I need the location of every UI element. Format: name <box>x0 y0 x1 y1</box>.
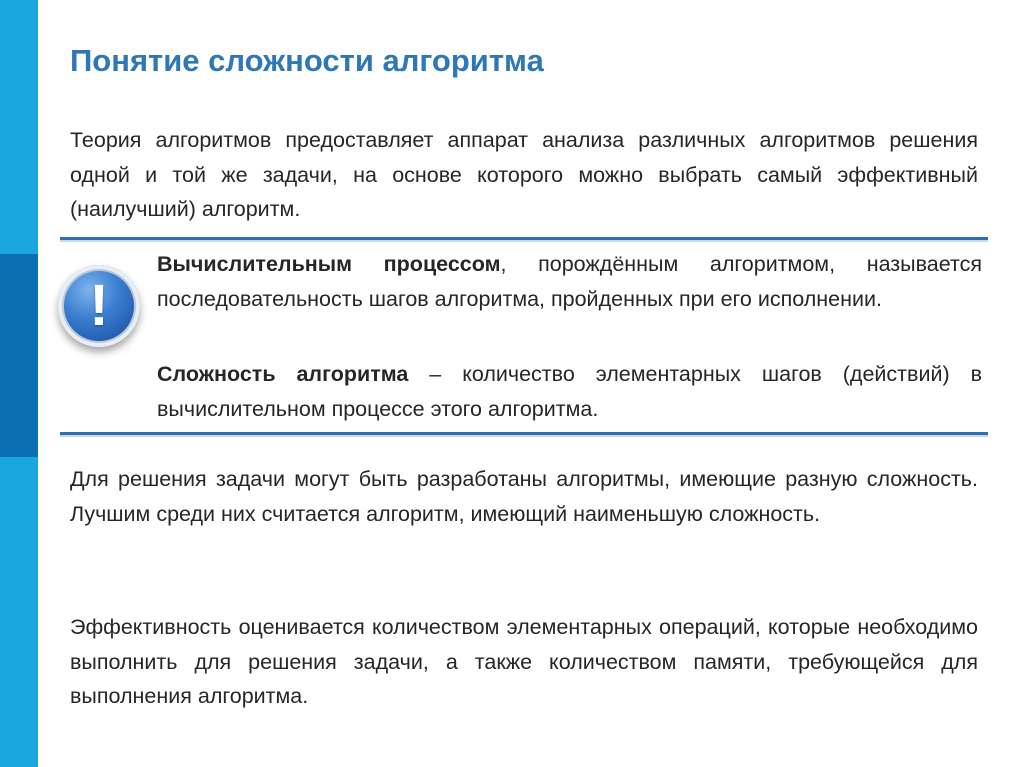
exclamation-glyph: ! <box>89 273 109 338</box>
term-algorithm-complexity: Сложность алгоритма <box>157 362 409 386</box>
exclamation-icon <box>58 265 140 347</box>
definition-text-algorithm-complexity: – количество элементарных шагов (действий) в вычислительном процессе этого алгоритма. <box>157 362 982 421</box>
definition-bottom-divider <box>60 432 988 435</box>
definition-computational-process <box>157 247 982 316</box>
left-bar-accent <box>0 254 38 457</box>
intro-paragraph: Теория алгоритмов предоставляет аппарат анализа различных алгоритмов решения одной и той же задачи, на основе которого можно выбрать самый эффективный (наилучший) алгоритм. <box>70 128 978 221</box>
complexity-paragraph: Для решения задачи могут быть разработаны алгоритмы, имеющие разную сложность. Лучшим среди них считается алгоритм, имеющий наименьшую сложность. <box>70 467 978 526</box>
definition-algorithm-complexity <box>157 357 982 426</box>
efficiency-paragraph: Эффективность оценивается количеством элементарных операций, которые необходимо выполнить для решения задачи, а также количеством памяти, требующейся для выполнения алгоритма. <box>70 615 978 708</box>
slide-title: Понятие сложности алгоритма <box>70 43 544 78</box>
term-computational-process: Вычислительным процессом <box>157 252 501 276</box>
definition-text-computational-process: , порождённым алгоритмом, называется последовательность шагов алгоритма, пройденных при его исполнении. <box>157 252 982 311</box>
definition-top-divider <box>60 237 988 240</box>
